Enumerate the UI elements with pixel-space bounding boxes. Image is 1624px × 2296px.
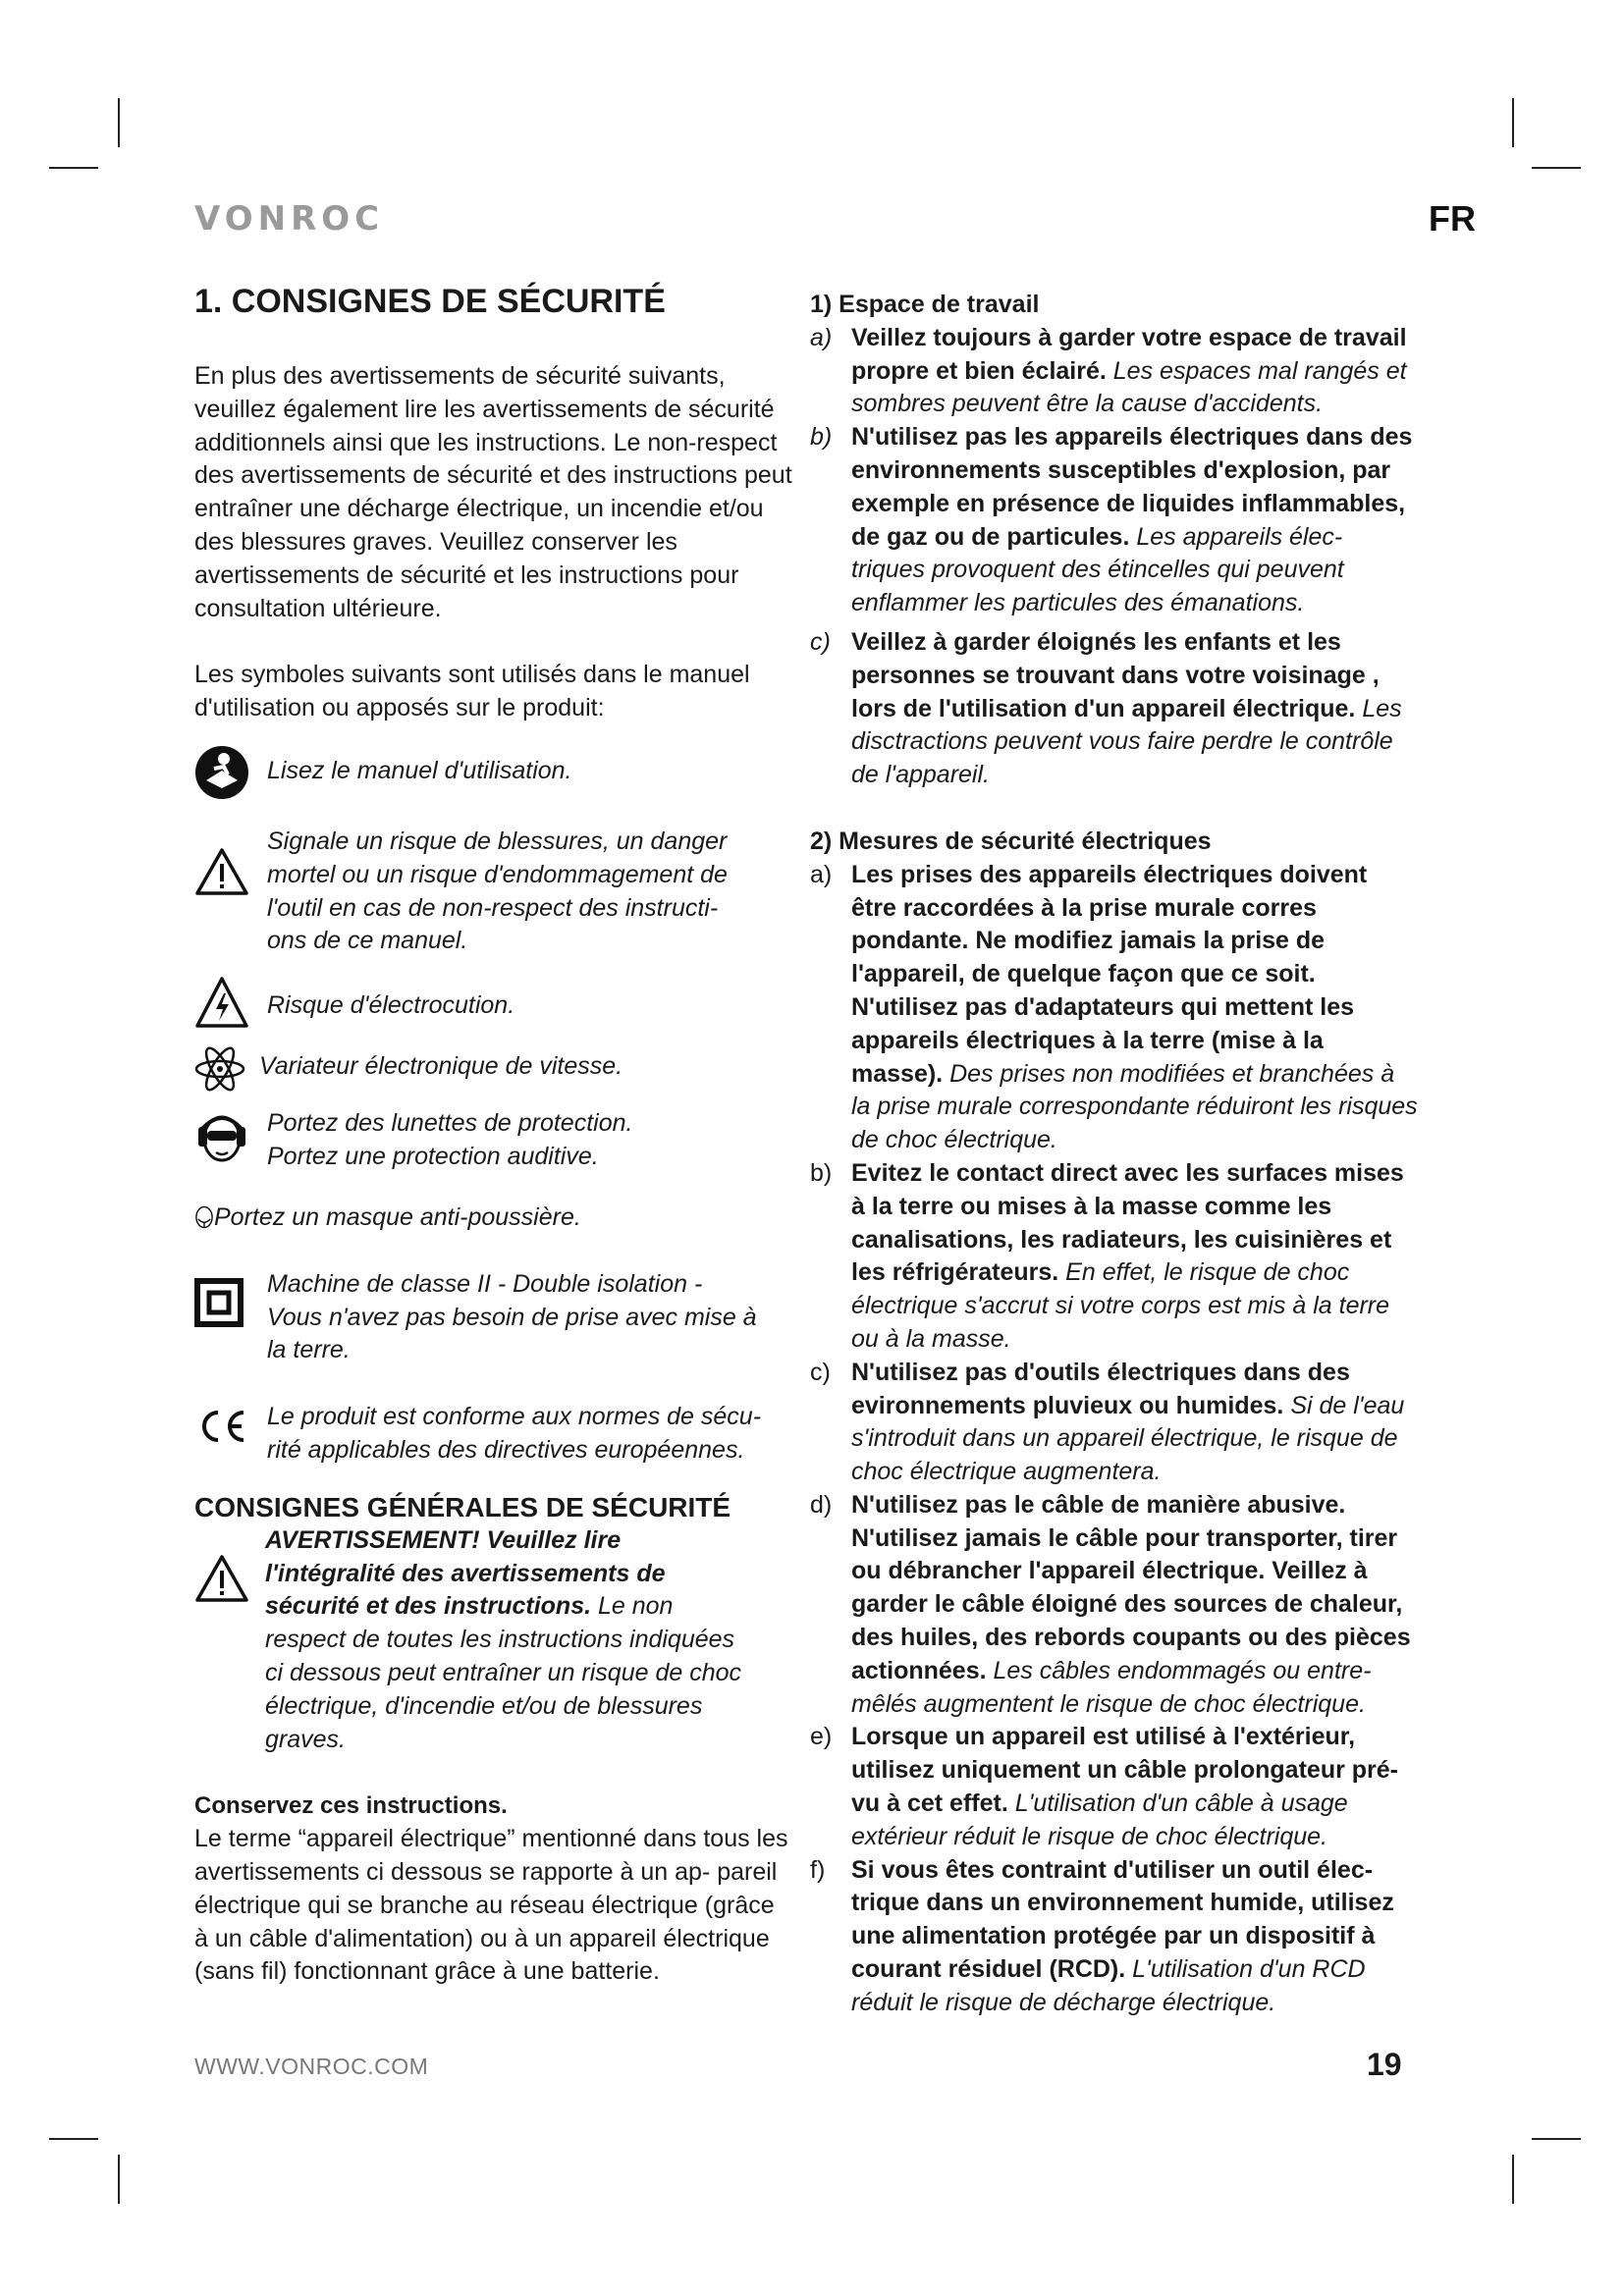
crop-mark (49, 2138, 98, 2140)
symbol-row (194, 826, 793, 958)
symbol-text: Signale un risque de blessures, un danger mortel ou un risque d'endommagement de l'outil en cas de non-respect des instructi- ons de ce manuel. (267, 827, 728, 955)
keep-instructions-text: Le terme “appareil électrique” mentionné dans tous les avertissements ci dessous se rapporte à un ap- pareil électrique qui se branche au réseau électrique (grâce à un câble d'alimentation) ou à un appareil électrique (sans fil) fonctionnant grâce à une batterie. (194, 1825, 788, 1986)
footer-url: WWW.VONROC.COM (194, 2054, 429, 2079)
symbols-intro: Les symboles suivants sont utilisés dans le manuel d'utilisation ou apposés sur le produit: (194, 661, 750, 722)
ce-mark-icon (194, 1409, 249, 1444)
symbol-row (194, 1046, 793, 1092)
warning-triangle-icon (194, 847, 249, 896)
keep-instructions-title: Conservez ces instructions. (194, 1792, 508, 1820)
warning-bold: AVERTISSEMENT! Veuillez lire l'intégralité des avertissements de sécurité et des instructions. (265, 1525, 666, 1621)
crop-mark (1532, 167, 1581, 169)
crop-mark (118, 98, 120, 147)
symbol-text: Machine de classe II - Double isolation - Vous n'avez pas besoin de prise avec mise à la terre. (267, 1269, 757, 1364)
list-item: c) Veillez à garder éloignés les enfants et les personnes se trouvant dans votre voisinage , lors de l'utilisation d'un appareil électrique. Les disctractions peuvent vous faire perdre le contrôle de l'appareil. (810, 627, 1402, 789)
symbol-row (194, 1268, 793, 1367)
general-safety-title: CONSIGNES GÉNÉRALES DE SÉCURITÉ (194, 1491, 731, 1522)
dust-mask-icon (194, 1192, 214, 1243)
warning-triangle-icon (194, 1554, 249, 1603)
symbol-text: Variateur électronique de vitesse. (259, 1052, 623, 1081)
language-tag: FR (1429, 198, 1476, 239)
symbol-text: Portez un masque anti-poussière. (214, 1202, 581, 1231)
goggles-earmuffs-icon (194, 1107, 249, 1164)
page-number: 19 (1367, 2047, 1402, 2082)
list-item: b) N'utilisez pas les appareils électriques dans des environnements susceptibles d'explosion, par exemple en présence de liquides inflammables, de gaz ou de particules. Les appareils élec- triques provoquent des étincelles qui peuvent enflammer les particules des émanations. (810, 423, 1413, 617)
intro-paragraph: En plus des avertissements de sécurité suivants, veuillez également lire les avertissements de sécurité additionnels ainsi que les instructions. Le non-respect des avertissements de sécurité et des instructions peut entraîner une décharge électrique, un incendie et/ou des blessures graves. Veuillez conserver les avertissements de sécurité et les instructions pour consultation ultérieure. (194, 362, 792, 622)
page-title: 1. CONSIGNES DE SÉCURITÉ (194, 283, 666, 320)
right-column (810, 289, 1419, 2020)
brand-logo: VONROC (194, 199, 385, 239)
symbol-row (194, 1192, 793, 1243)
electrocution-icon (194, 976, 249, 1029)
crop-mark (49, 167, 98, 169)
symbol-text: Le produit est conforme aux normes de sécu- rité applicables des directives européennes. (267, 1403, 762, 1464)
symbol-text: Risque d'électrocution. (267, 991, 515, 1020)
speed-variator-icon (194, 1046, 245, 1092)
list-item: c) N'utilisez pas d'outils électriques dans des evironnements pluvieux ou humides. Si de l'eau s'introduit dans un appareil électrique, le risque de choc électrique augmentera. (810, 1358, 1405, 1486)
crop-mark (118, 2155, 120, 2204)
section-title: 1) Espace de travail (810, 291, 1040, 318)
crop-mark (1532, 2138, 1581, 2140)
warning-text: Le non respect de toutes les instructions indiquées ci dessous peut entraîner un risque de choc électrique, d'incendie et/ou de blessures graves. (265, 1592, 742, 1753)
list-item: f) Si vous êtes contraint d'utiliser un outil élec- trique dans un environnement humide, utilisez une alimentation protégée par un dispositif à courant résiduel (RCD). L'utilisation d'un RCD réduit le risque de décharge électrique. (810, 1855, 1394, 2016)
crop-mark (1512, 2155, 1514, 2204)
symbol-row (194, 745, 793, 800)
crop-mark (1512, 98, 1514, 147)
symbol-text: Lisez le manuel d'utilisation. (267, 756, 572, 784)
class-ii-icon (194, 1278, 244, 1327)
symbol-row (194, 1107, 793, 1174)
list-item: b) Evitez le contact direct avec les surfaces mises à la terre ou mises à la masse comme les canalisations, les radiateurs, les cuisinières et les réfrigérateurs. En effet, le risque de choc électrique s'accrut si votre corps est mis à la terre ou à la masse. (810, 1158, 1404, 1353)
list-item: a) Veillez toujours à garder votre espace de travail propre et bien éclairé. Les espaces mal rangés et sombres peuvent être la cause d'accidents. (810, 323, 1407, 418)
list-item: e) Lorsque un appareil est utilisé à l'extérieur, utilisez uniquement un câble prolongateur pré- vu à cet effet. L'utilisation d'un câble à usage extérieur réduit le risque de choc électrique. (810, 1723, 1398, 1850)
general-warning (194, 1524, 793, 1757)
left-column (194, 280, 793, 1989)
symbol-text: Portez des lunettes de protection. Portez une protection auditive. (267, 1109, 633, 1170)
list-item: a) Les prises des appareils électriques doivent être raccordées à la prise murale corres pondante. Ne modifiez jamais la prise de l'appareil, de quelque façon que ce soit. N'utilisez pas d'adaptateurs qui mettent les appareils électriques à la terre (mise à la masse). Des prises non modifiées et branchées à la prise murale correspondante réduiront les risques de choc électrique. (810, 860, 1418, 1154)
section-title: 2) Mesures de sécurité électriques (810, 827, 1212, 855)
read-manual-icon (194, 745, 249, 800)
symbol-row (194, 1401, 793, 1468)
list-item: d) N'utilisez pas le câble de manière abusive. N'utilisez jamais le câble pour transporter, tirer ou débrancher l'appareil électrique. Veillez à garder le câble éloigné des sources de chaleur, des huiles, des rebords coupants ou des pièces actionnées. Les câbles endommagés ou entre- mêlés augmentent le risque de choc électrique. (810, 1490, 1411, 1718)
symbol-row (194, 976, 793, 1029)
